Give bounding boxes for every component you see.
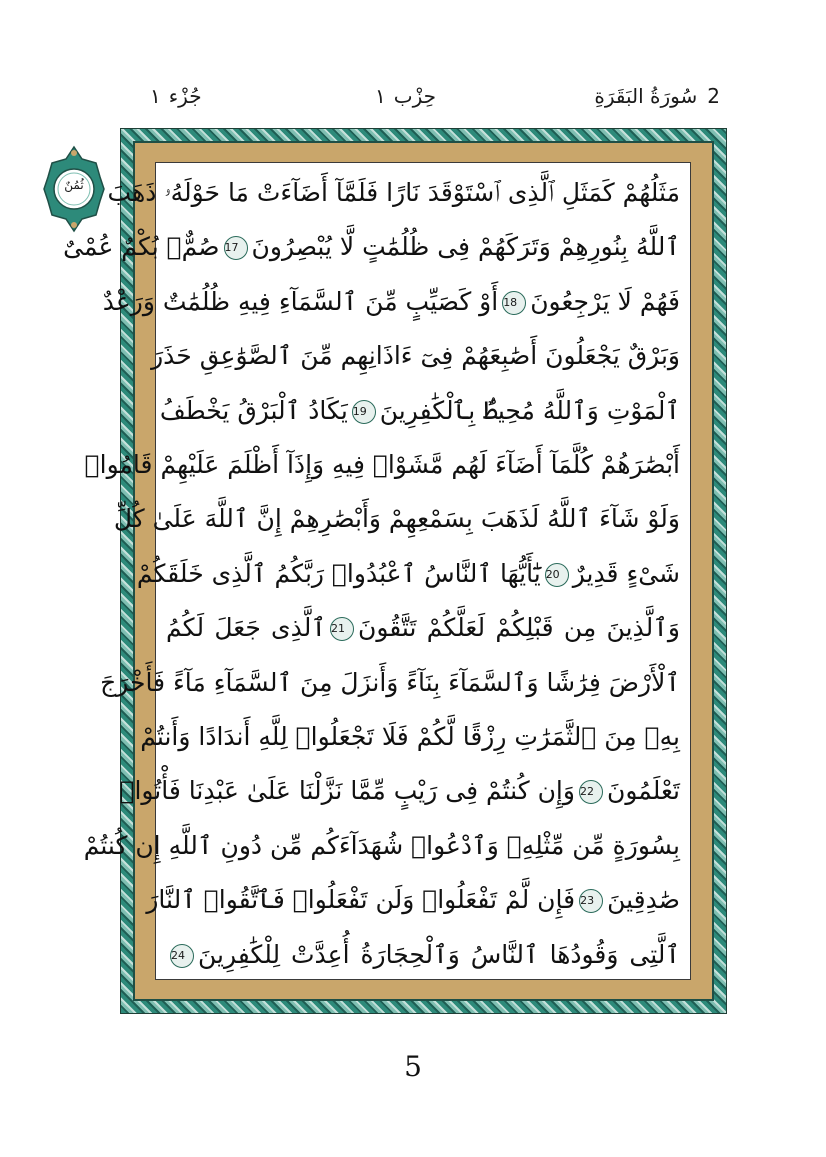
- verse-line: [119, 761, 680, 821]
- verse-text: مَثَلُهُمْ كَمَثَلِ ٱلَّذِى ٱسْتَوْقَدَ نَارًا فَلَمَّآ أَضَآءَتْ مَا حَوْلَهُۥ ذَهَبَ: [107, 178, 680, 207]
- ayah-number-marker: 19: [352, 400, 376, 424]
- verse-text: أَبْصَٰرَهُمْ كُلَّمَآ أَضَآءَ لَهُم مَّشَوْا۟ فِيهِ وَإِذَآ أَظْلَمَ عَلَيْهِمْ قَامُوا۟: [84, 450, 680, 479]
- verse-line: [63, 217, 680, 277]
- verse-line: [100, 653, 680, 713]
- verse-text: ٱلْمَوْتِ وَٱللَّهُ مُحِيطٌۢ بِٱلْكَٰفِرِينَ: [379, 395, 680, 425]
- ayah-number-marker: 18: [502, 291, 526, 315]
- verse-line: [159, 381, 680, 441]
- side-marker-text: ثُمُنٌ: [64, 178, 84, 192]
- verse-text: تَعْلَمُونَ: [606, 776, 680, 806]
- verse-text: وَٱلَّذِينَ مِن قَبْلِكُمْ لَعَلَّكُمْ تَتَّقُونَ: [358, 613, 681, 643]
- verse-text: ٱلْأَرْضَ فِرَٰشًا وَٱلسَّمَآءَ بِنَآءً وَأَنزَلَ مِنَ ٱلسَّمَآءِ مَآءً فَأَخْرَجَ: [100, 667, 680, 697]
- verse-text-continued: أَوْ كَصَيِّبٍ مِّنَ ٱلسَّمَآءِ فِيهِ ظُلُمَٰتٌ وَرَعْدٌ: [102, 286, 499, 316]
- page-number: 5: [404, 1050, 422, 1083]
- verse-text: صَٰدِقِينَ: [607, 885, 680, 915]
- verse-text-continued: ٱلَّذِى جَعَلَ لَكُمُ: [166, 613, 327, 643]
- verse-line: [166, 598, 680, 658]
- verse-line: [102, 272, 680, 332]
- ayah-number-marker: 21: [330, 617, 354, 641]
- sura-name: سُورَةُ البَقَرَةِ: [594, 84, 698, 108]
- verse-text: بِهِۦ مِنَ ٱلثَّمَرَٰتِ رِزْقًا لَّكُمْ فَلَا تَجْعَلُوا۟ لِلَّهِ أَندَادًا وَأَنتُمْ: [140, 722, 680, 751]
- verse-text: فَهُمْ لَا يَرْجِعُونَ: [530, 286, 680, 316]
- verse-line: [166, 925, 680, 985]
- verse-line: [84, 435, 680, 495]
- sura-number: 2: [707, 84, 720, 108]
- verse-line: [107, 163, 680, 223]
- verse-line: [83, 816, 680, 876]
- verse-text-continued: وَإِن كُنتُمْ فِى رَيْبٍ مِّمَّا نَزَّلْنَا عَلَىٰ عَبْدِنَا فَأْتُوا۟: [119, 776, 575, 806]
- hizb-number: ١: [375, 84, 386, 108]
- verse-line: [136, 544, 680, 604]
- verse-text: ٱللَّهُ بِنُورِهِمْ وَتَرَكَهُمْ فِى ظُلُمَٰتٍ لَّا يُبْصِرُونَ: [251, 232, 680, 262]
- verse-text-continued: يَكَادُ ٱلْبَرْقُ يَخْطَفُ: [159, 395, 348, 425]
- juz-number: ١: [150, 84, 161, 108]
- verse-text-continued: فَإِن لَّمْ تَفْعَلُوا۟ وَلَن تَفْعَلُوا۟ فَٱتَّقُوا۟ ٱلنَّارَ: [146, 885, 576, 915]
- ayah-number-marker: 22: [579, 780, 603, 804]
- ayah-number-marker: 20: [545, 563, 569, 587]
- juz-header: [150, 84, 202, 108]
- verse-line: [151, 326, 680, 386]
- verse-text: وَلَوْ شَآءَ ٱللَّهُ لَذَهَبَ بِسَمْعِهِمْ وَأَبْصَٰرِهِمْ إِنَّ ٱللَّهَ عَلَىٰ كُلِّ: [113, 504, 680, 534]
- ayah-number-marker: 17: [224, 236, 248, 260]
- hizb-label: حِزْب: [393, 84, 436, 108]
- page-header: [150, 84, 720, 114]
- ayah-number-marker: 24: [170, 944, 194, 968]
- verse-text: ٱلَّتِى وَقُودُهَا ٱلنَّاسُ وَٱلْحِجَارَةُ أُعِدَّتْ لِلْكَٰفِرِينَ: [198, 939, 680, 969]
- verse-text: بِسُورَةٍ مِّن مِّثْلِهِۦ وَٱدْعُوا۟ شُهَدَآءَكُم مِّن دُونِ ٱللَّهِ إِن كُنتُمْ: [83, 830, 680, 860]
- verse-text: شَىْءٍ قَدِيرٌ: [572, 558, 680, 588]
- ayah-number-marker: 23: [579, 889, 603, 913]
- verse-text-continued: يَٰٓأَيُّهَا ٱلنَّاسُ ٱعْبُدُوا۟ رَبَّكُمُ ٱلَّذِى خَلَقَكُمْ: [136, 558, 541, 588]
- verse-text: وَبَرْقٌ يَجْعَلُونَ أَصَٰبِعَهُمْ فِىٓ ءَاذَانِهِم مِّنَ ٱلصَّوَٰعِقِ حَذَرَ: [151, 341, 680, 371]
- verse-line: [146, 870, 680, 930]
- verse-text-continued: صُمٌّۢ بُكْمٌ عُمْىٌ: [63, 232, 220, 262]
- verse-line: [140, 707, 680, 767]
- juz-label: جُزْء: [168, 84, 202, 108]
- sura-header: [594, 84, 720, 108]
- hizb-header: [375, 84, 436, 108]
- verse-line: [113, 489, 680, 549]
